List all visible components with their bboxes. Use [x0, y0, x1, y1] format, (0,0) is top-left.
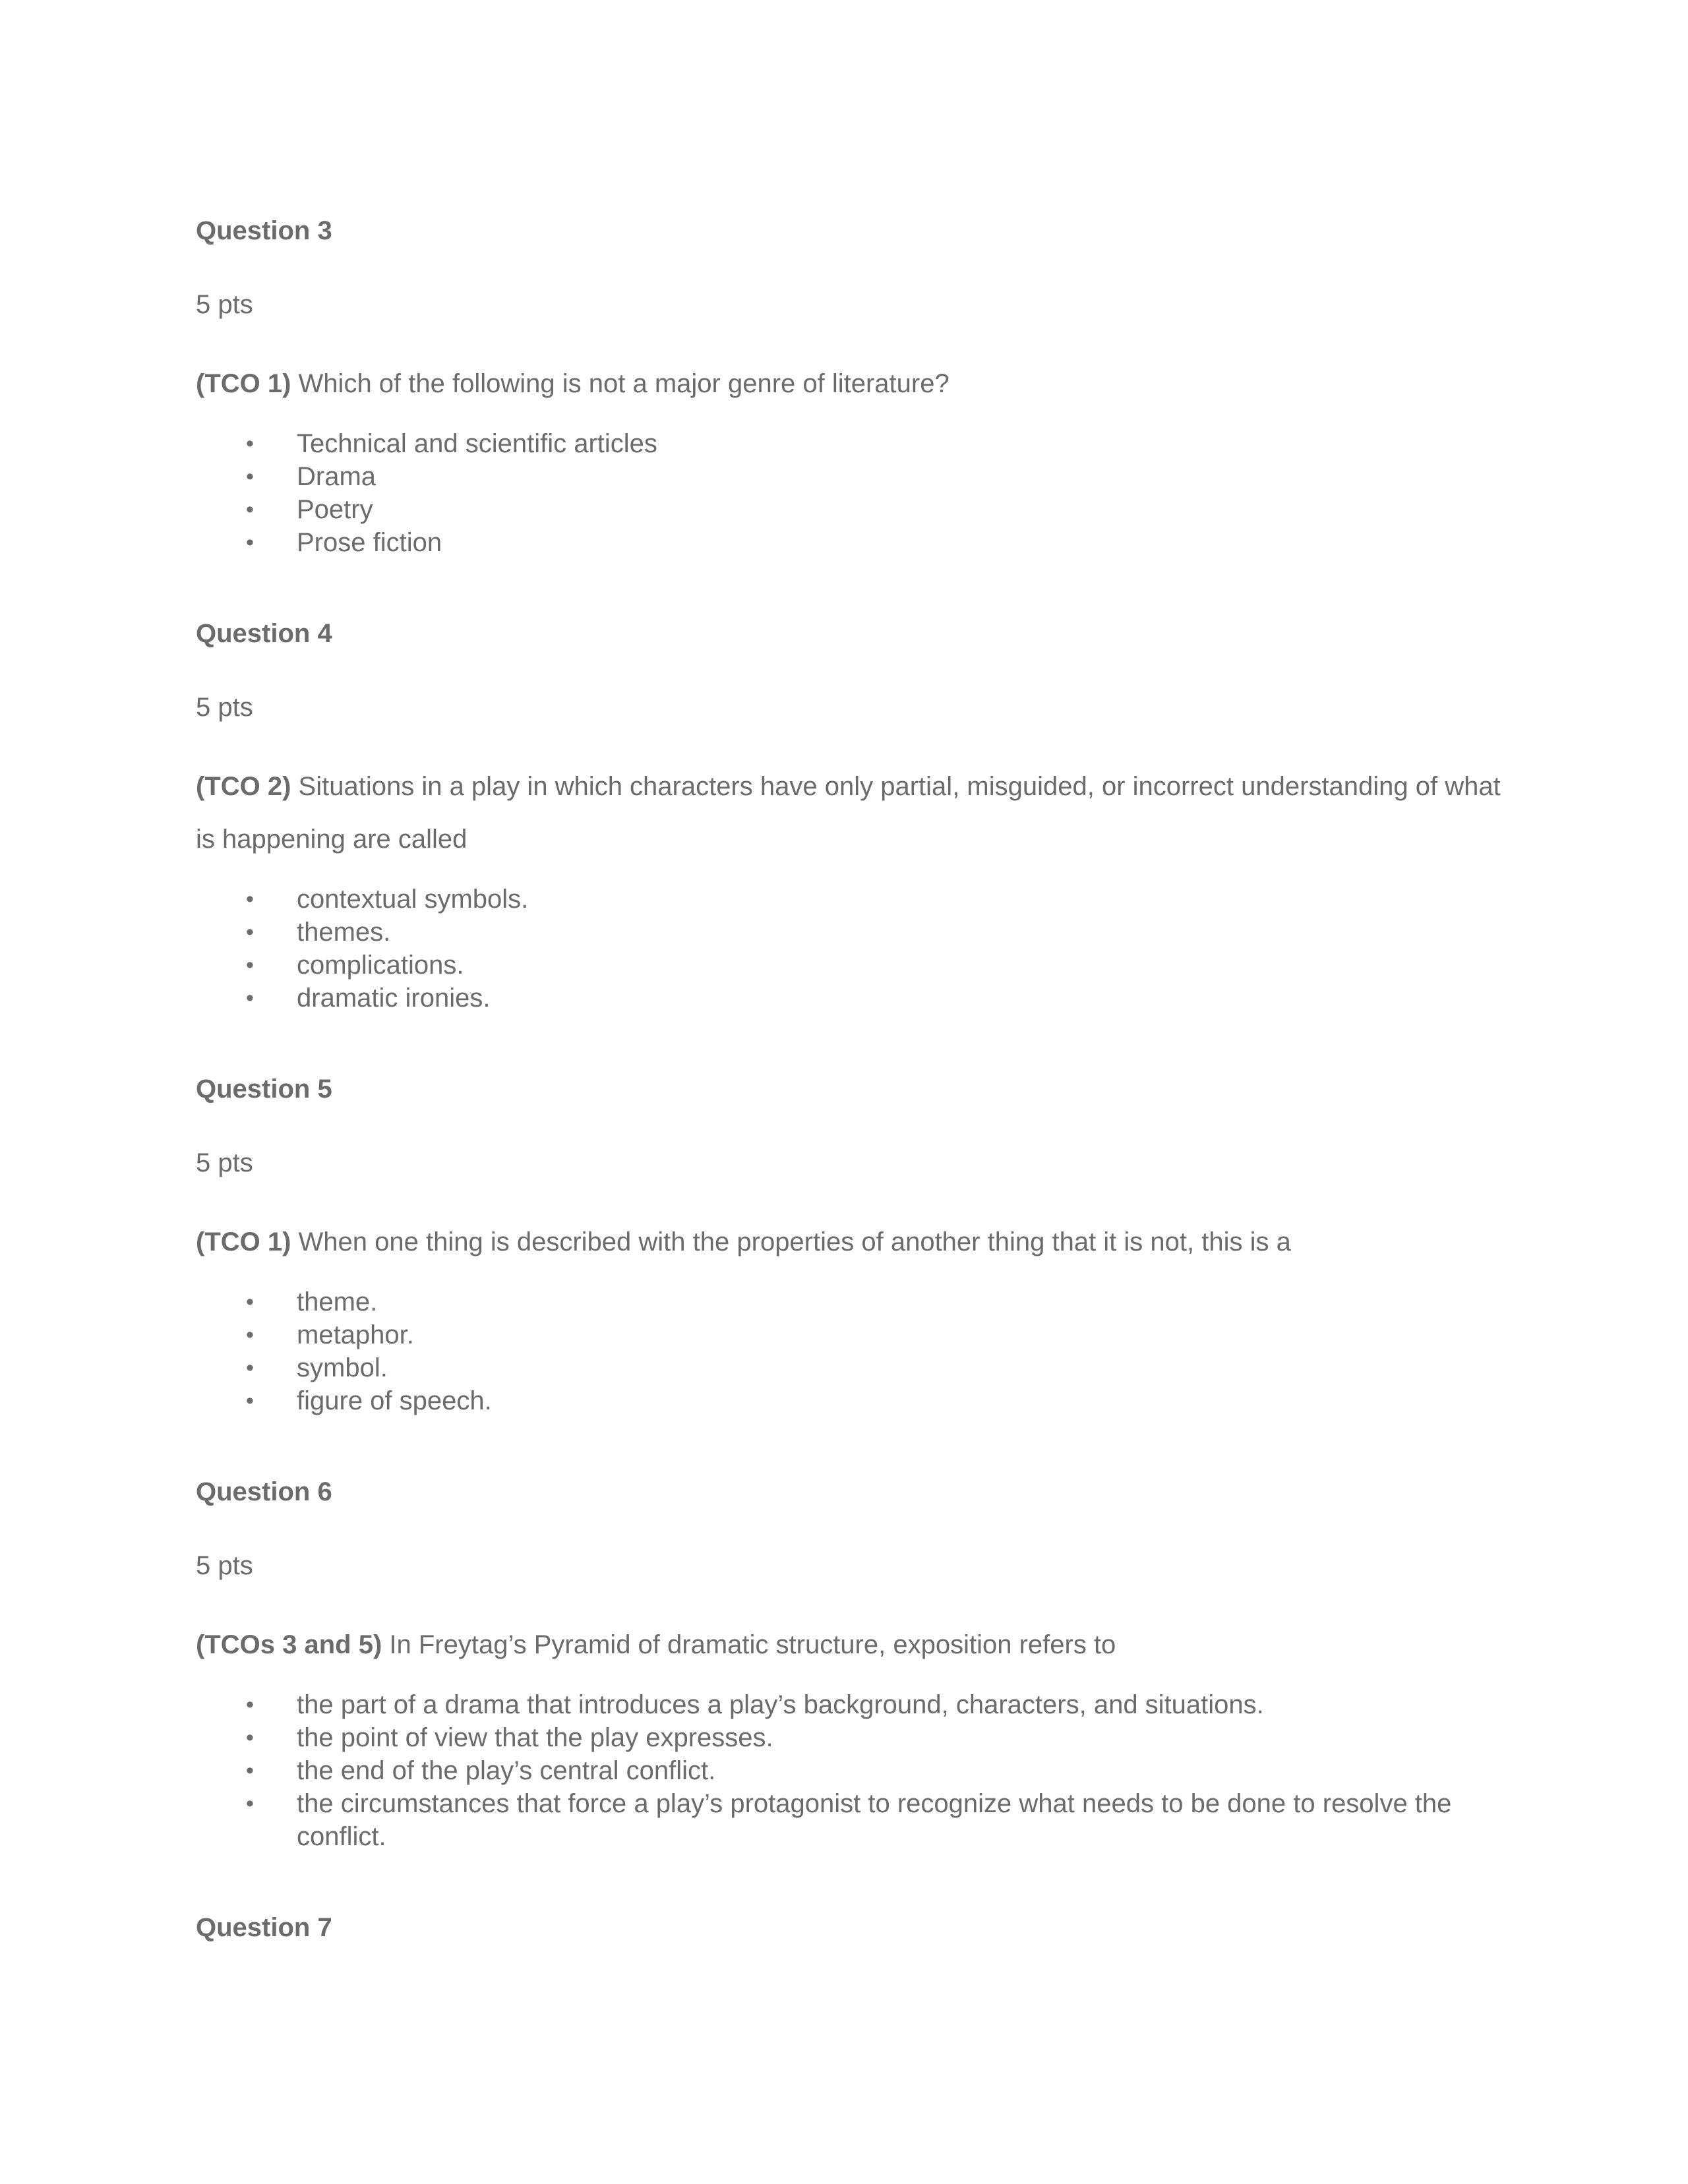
option-text: themes.: [297, 918, 391, 947]
question-5: [196, 1069, 1515, 1417]
answer-option: [196, 982, 1515, 1015]
document-page: [196, 211, 1515, 1947]
bullet-icon: •: [246, 1758, 254, 1783]
question-points: 5 pts: [196, 290, 253, 319]
option-text: contextual symbols.: [297, 885, 529, 914]
option-text: theme.: [297, 1287, 378, 1316]
answer-option: [196, 1351, 1515, 1384]
answer-option: [196, 460, 1515, 493]
bullet-icon: •: [246, 464, 254, 489]
option-text: Prose fiction: [297, 528, 442, 557]
answer-option: [196, 493, 1515, 526]
answer-option: [196, 949, 1515, 982]
answer-option: [196, 1688, 1515, 1721]
bullet-icon: •: [246, 1725, 254, 1750]
option-text: symbol.: [297, 1353, 388, 1382]
bullet-icon: •: [246, 1692, 254, 1717]
question-6: [196, 1472, 1515, 1853]
bullet-icon: •: [246, 1791, 254, 1816]
tco-tag: (TCO 2): [196, 772, 291, 801]
bullet-icon: •: [246, 986, 254, 1011]
answer-option: [196, 1754, 1515, 1787]
question-points: 5 pts: [196, 1148, 253, 1177]
question-text: When one thing is described with the properties of another thing that it is not, this is a: [291, 1227, 1291, 1256]
question-prompt: [196, 357, 1515, 410]
question-points: 5 pts: [196, 1551, 253, 1580]
answer-option: [196, 1318, 1515, 1351]
question-prompt: [196, 1216, 1515, 1268]
answer-options: [196, 1285, 1515, 1417]
question-text: Which of the following is not a major genre of literature?: [291, 369, 950, 398]
answer-option: [196, 526, 1515, 559]
answer-options: [196, 883, 1515, 1015]
answer-option: [196, 427, 1515, 460]
bullet-icon: •: [246, 431, 254, 456]
tco-tag: (TCO 1): [196, 1227, 291, 1256]
option-text: the circumstances that force a play’s protagonist to recognize what needs to be done to resolve the conflict.: [297, 1789, 1452, 1851]
question-7: [196, 1908, 1515, 1947]
bullet-icon: •: [246, 887, 254, 912]
option-text: Technical and scientific articles: [297, 429, 657, 458]
question-3: [196, 211, 1515, 559]
bullet-icon: •: [246, 920, 254, 945]
tco-tag: (TCO 1): [196, 369, 291, 398]
bullet-icon: •: [246, 530, 254, 555]
question-prompt: [196, 1618, 1515, 1671]
question-title: Question 6: [196, 1477, 332, 1506]
answer-option: [196, 883, 1515, 916]
bullet-icon: •: [246, 1388, 254, 1413]
option-text: the end of the play’s central conflict.: [297, 1756, 716, 1785]
question-text: Situations in a play in which characters have only partial, misguided, or incorrect understanding of what is happening are called: [196, 772, 1501, 854]
option-text: complications.: [297, 951, 464, 980]
bullet-icon: •: [246, 497, 254, 522]
option-text: the part of a drama that introduces a play’s background, characters, and situations.: [297, 1690, 1264, 1719]
question-prompt: [196, 760, 1515, 866]
option-text: the point of view that the play expresses.: [297, 1723, 773, 1752]
answer-option: [196, 916, 1515, 949]
question-points: 5 pts: [196, 693, 253, 722]
question-title: Question 3: [196, 216, 332, 245]
answer-option: [196, 1384, 1515, 1417]
bullet-icon: •: [246, 1289, 254, 1314]
option-text: metaphor.: [297, 1320, 414, 1349]
question-title: Question 4: [196, 619, 332, 648]
answer-option: [196, 1285, 1515, 1318]
bullet-icon: •: [246, 953, 254, 978]
answer-options: [196, 427, 1515, 559]
answer-option: [196, 1721, 1515, 1754]
question-4: [196, 614, 1515, 1015]
answer-option: [196, 1787, 1515, 1853]
bullet-icon: •: [246, 1355, 254, 1380]
tco-tag: (TCOs 3 and 5): [196, 1630, 382, 1659]
bullet-icon: •: [246, 1322, 254, 1347]
question-title: Question 7: [196, 1913, 332, 1942]
option-text: dramatic ironies.: [297, 984, 491, 1013]
question-title: Question 5: [196, 1075, 332, 1104]
option-text: Poetry: [297, 495, 373, 524]
answer-options: [196, 1688, 1515, 1853]
question-text: In Freytag’s Pyramid of dramatic structure, exposition refers to: [382, 1630, 1116, 1659]
option-text: Drama: [297, 462, 377, 491]
option-text: figure of speech.: [297, 1386, 492, 1415]
